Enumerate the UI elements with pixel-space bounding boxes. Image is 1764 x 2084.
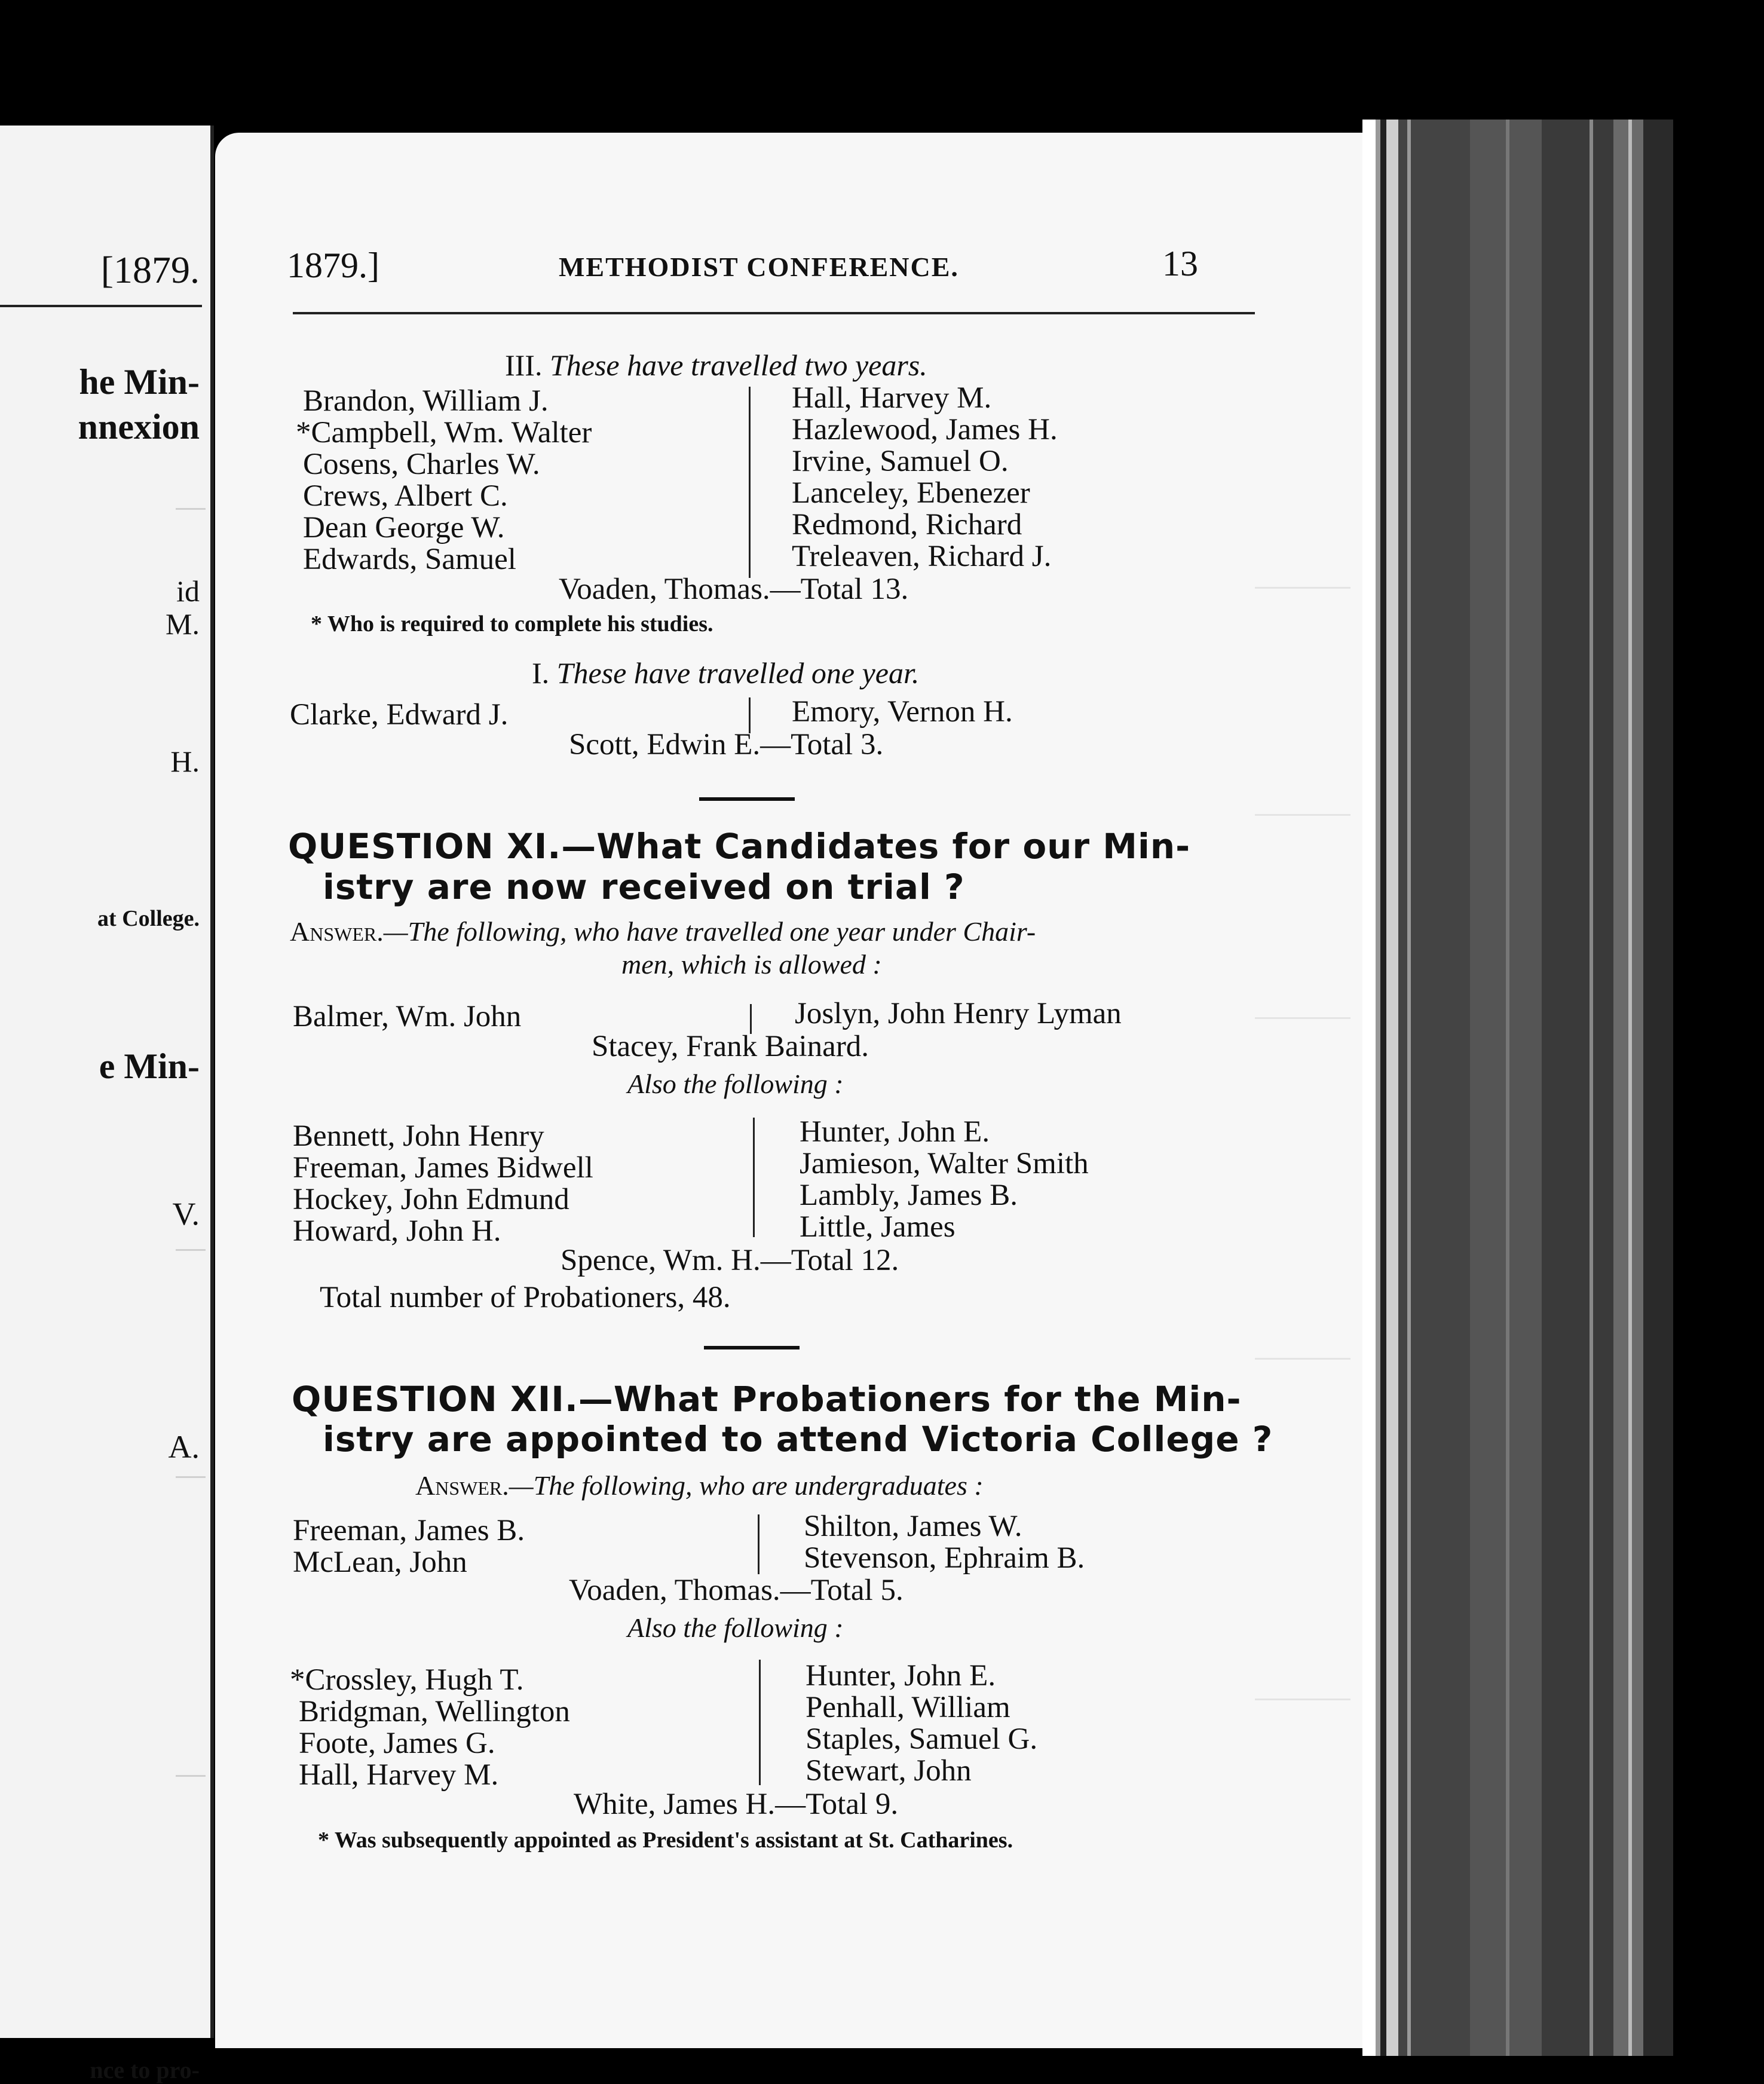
header-rule (293, 312, 1255, 314)
list-item: Lanceley, Ebenezer (792, 476, 1030, 510)
previous-page-heading-1: he Min- (79, 362, 200, 402)
section-numeral: III. (505, 348, 543, 382)
previous-page-text-2: M. (166, 607, 200, 641)
page-edge-streak (1590, 120, 1593, 2056)
answer-text: —The following, who are undergraduates : (509, 1470, 984, 1501)
list-item: Bennett, John Henry (293, 1119, 544, 1153)
section-heading-two-years (505, 348, 927, 382)
page-number: 13 (1162, 244, 1198, 283)
question-xi-line-2: istry are now received on trial ? (323, 867, 965, 907)
list-item: Penhall, William (806, 1691, 1010, 1724)
bleed-through-mark (176, 1775, 206, 1777)
list-item: Treleaven, Richard J. (792, 540, 1052, 573)
question-xii-answer (415, 1470, 984, 1501)
bleed-through-mark (176, 1249, 206, 1251)
also-following-label (627, 1068, 844, 1100)
group-total: Voaden, Thomas.—Total 5. (569, 1574, 904, 1607)
section-numeral: I. (532, 656, 550, 690)
also-following-text: Also the following : (627, 1069, 844, 1099)
answer-label: Answer. (415, 1470, 509, 1501)
list-item: Freeman, James Bidwell (293, 1151, 593, 1185)
probationers-total: Total number of Probationers, 48. (320, 1281, 731, 1314)
list-item: Brandon, William J. (303, 384, 549, 418)
section-total: Voaden, Thomas.—Total 13. (559, 573, 909, 606)
question-xii-line-2: istry are appointed to attend Victoria College ? (323, 1419, 1273, 1459)
bleed-through-mark (1255, 587, 1350, 589)
previous-page-text-5: V. (172, 1196, 200, 1232)
list-item: Howard, John H. (293, 1214, 501, 1248)
section-heading-text: These have travelled one year. (556, 656, 920, 690)
list-item: Hunter, John E. (800, 1115, 990, 1149)
bleed-through-mark (176, 1476, 206, 1478)
section-heading-text: These have travelled two years. (549, 348, 927, 382)
list-item: Hazlewood, James H. (792, 413, 1058, 446)
list-item: Bridgman, Wellington (299, 1695, 570, 1728)
question-xi-answer-continued (621, 948, 882, 980)
list-item: Lambly, James B. (800, 1179, 1018, 1212)
bleed-through-mark (1255, 814, 1350, 816)
document-page (215, 133, 1362, 2048)
previous-page-heading-3: e Min- (99, 1046, 200, 1086)
question-xi-line-1: QUESTION XI.—What Candidates for our Min- (288, 826, 1191, 867)
list-item: Balmer, Wm. John (293, 1000, 522, 1033)
previous-page-text-7: nce to pro- (90, 2057, 200, 2083)
list-item: *Campbell, Wm. Walter (296, 416, 592, 449)
bleed-through-mark (1255, 1017, 1350, 1019)
group-total: Spence, Wm. H.—Total 12. (561, 1244, 899, 1277)
section-total: Scott, Edwin E.—Total 3. (569, 728, 884, 761)
question-xii-line-1: QUESTION XII.—What Probationers for the Min- (292, 1379, 1242, 1419)
list-item: Irvine, Samuel O. (792, 445, 1009, 478)
section-heading-one-year (532, 656, 919, 690)
list-item: Little, James (800, 1210, 956, 1244)
previous-page-heading-2: nnexion (78, 407, 200, 446)
list-item: Stewart, John (806, 1754, 972, 1788)
section-divider (699, 797, 795, 801)
previous-page-text-4: at College. (97, 906, 200, 931)
column-divider (759, 1660, 761, 1785)
list-item: Hunter, John E. (806, 1659, 996, 1693)
running-header-year: 1879.] (287, 246, 379, 285)
list-item: Joslyn, John Henry Lyman (795, 997, 1122, 1030)
list-item: Dean George W. (303, 511, 505, 544)
previous-page-fragment (0, 126, 214, 2083)
question-xi-answer (290, 916, 1036, 947)
list-item: McLean, John (293, 1546, 467, 1579)
previous-page-header-rule (0, 305, 202, 307)
answer-label: Answer. (290, 916, 384, 947)
list-item: Redmond, Richard (792, 508, 1022, 541)
list-item: Hall, Harvey M. (792, 381, 992, 415)
list-item: Edwards, Samuel (303, 543, 516, 576)
running-header-title: METHODIST CONFERENCE. (559, 252, 959, 282)
previous-page-text-3: H. (170, 745, 200, 778)
list-item: Foote, James G. (299, 1727, 495, 1760)
list-item: Shilton, James W. (804, 1510, 1022, 1543)
list-item: Jamieson, Walter Smith (800, 1147, 1089, 1180)
list-item: Emory, Vernon H. (792, 695, 1013, 729)
list-item: Clarke, Edward J. (290, 698, 509, 732)
footnote: * Who is required to complete his studies. (311, 611, 713, 636)
page-edge-streak (1506, 120, 1509, 2056)
page-edge-streak (1628, 120, 1632, 2056)
column-divider (758, 1514, 760, 1574)
bleed-through-mark (1255, 1699, 1350, 1700)
list-item: Hall, Harvey M. (299, 1758, 499, 1792)
list-item: Staples, Samuel G. (806, 1722, 1038, 1756)
list-item: Freeman, James B. (293, 1514, 525, 1547)
answer-text: —The following, who have travelled one year under Chair- (383, 916, 1036, 947)
footnote: * Was subsequently appointed as President's assistant at St. Catharines. (318, 1828, 1013, 1853)
bleed-through-mark (1255, 1358, 1350, 1360)
previous-page-year: [1879. (100, 249, 200, 291)
group-total: White, James H.—Total 9. (574, 1788, 899, 1821)
section-divider (704, 1346, 800, 1349)
page-edge-streak (1407, 120, 1411, 2056)
answer-text: men, which is allowed : (621, 949, 882, 980)
list-item: Stevenson, Ephraim B. (804, 1541, 1085, 1575)
column-divider (753, 1118, 755, 1237)
also-following-label (627, 1612, 844, 1644)
group-total: Stacey, Frank Bainard. (592, 1030, 869, 1063)
bleed-through-mark (176, 508, 206, 510)
list-item: Crews, Albert C. (303, 479, 508, 513)
also-following-text: Also the following : (627, 1612, 844, 1643)
list-item: Cosens, Charles W. (303, 448, 540, 481)
list-item: *Crossley, Hugh T. (290, 1663, 524, 1697)
previous-page-text-6: A. (168, 1429, 200, 1465)
list-item: Hockey, John Edmund (293, 1183, 569, 1216)
book-edge (1362, 120, 1673, 2056)
previous-page-text-1: id (176, 574, 200, 608)
column-divider (749, 387, 751, 578)
